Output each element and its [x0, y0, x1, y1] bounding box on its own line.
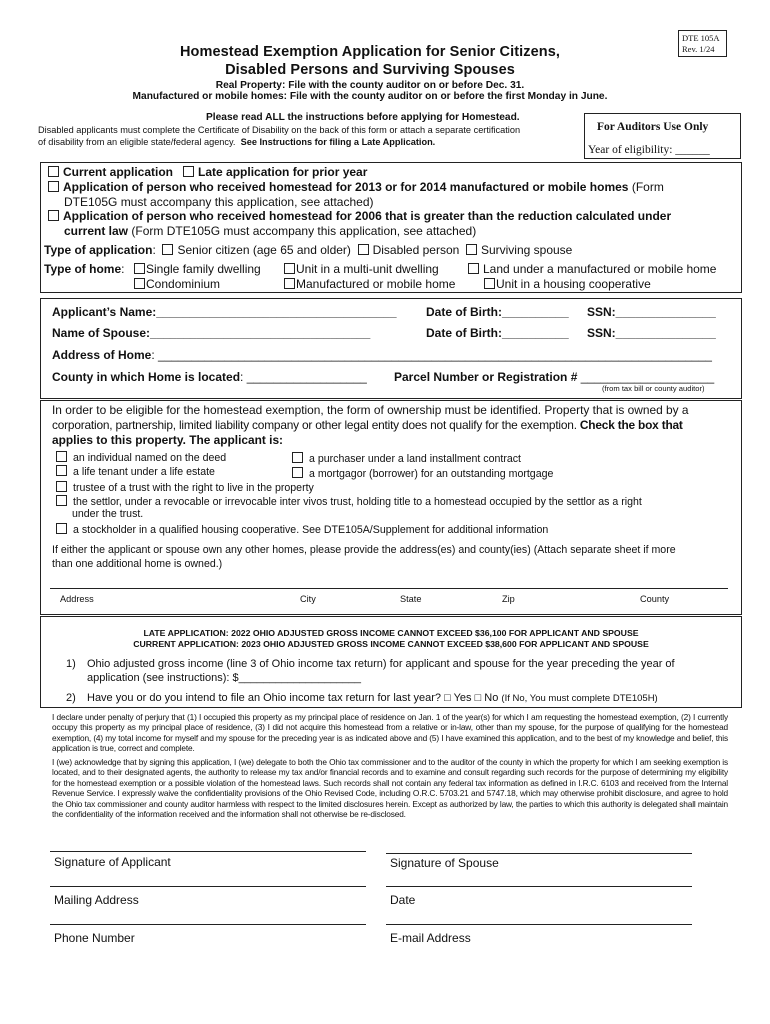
parcel-label: Parcel Number or Registration #: [394, 370, 578, 384]
multi-unit-checkbox[interactable]: [284, 263, 295, 274]
q1-text-line1: Ohio adjusted gross income (line 3 of Ohio income tax return) for applicant and spouse for the year preceding the year of: [87, 658, 675, 670]
late-application-income-limit: LATE APPLICATION: 2022 OHIO ADJUSTED GROSS INCOME CANNOT EXCEED $36,100 FOR APPLICANT AND SPOUSE: [143, 628, 639, 638]
ownership-intro-line2: [52, 418, 683, 432]
housing-coop-label: Unit in a housing cooperative: [496, 277, 651, 291]
app-2006-checkbox[interactable]: [48, 210, 59, 221]
page-title-line2: Disabled Persons and Surviving Spouses: [225, 62, 515, 78]
surviving-spouse-checkbox[interactable]: [466, 244, 477, 255]
q1-income-field[interactable]: application (see instructions): $____________________: [87, 672, 361, 684]
home-condo-option: [134, 277, 220, 291]
disabled-person-label: Disabled person: [372, 243, 460, 257]
app-2006-row: [48, 209, 671, 223]
county-row[interactable]: [52, 370, 367, 384]
date-line[interactable]: [386, 886, 692, 887]
mortgagor-checkbox[interactable]: [292, 467, 303, 478]
home-manufactured-option: [284, 277, 455, 291]
manufactured-home-label: Manufactured or mobile home: [296, 277, 456, 291]
settlor-checkbox[interactable]: [56, 495, 67, 506]
current-application-checkbox[interactable]: [48, 166, 59, 177]
col-state: State: [400, 594, 422, 604]
spouse-name-field[interactable]: Name of Spouse:_________________________________: [52, 326, 371, 340]
page-title-line1: Homestead Exemption Application for Senior Citizens,: [179, 44, 561, 60]
col-zip: Zip: [502, 594, 515, 604]
late-application-note: See Instructions for filing a Late Application.: [240, 137, 436, 147]
q2-row[interactable]: [87, 692, 658, 704]
filing-deadline-real: Real Property: File with the county auditor on or before Dec. 31.: [215, 80, 525, 91]
check-box-instruction: Check the box that: [579, 418, 683, 432]
spouse-signature-line[interactable]: [386, 853, 692, 854]
condominium-checkbox[interactable]: [134, 278, 145, 289]
filing-deadline-mobile: Manufactured or mobile homes: File with the county auditor on or before the first Monday in June.: [132, 91, 608, 102]
other-homes-line1: If either the applicant or spouse own any other homes, please provide the address(es) and county(ies) (Attach separate sheet if more: [52, 544, 676, 556]
auditor-box-title: For Auditors Use Only: [597, 121, 709, 133]
late-application-checkbox[interactable]: [183, 166, 194, 177]
form-id: DTE 105A: [682, 33, 720, 43]
disabled-note-line1: Disabled applicants must complete the Certificate of Disability on the back of this form or attach a separate certification: [38, 125, 521, 135]
ownership-intro-line2-text: corporation, partnership, limited liability company or other legal entity does not qualify for the exemption.: [52, 418, 577, 432]
other-homes-line2: than one additional home is owned.): [52, 558, 223, 570]
multi-unit-label: Unit in a multi-unit dwelling: [296, 262, 439, 276]
other-home-address-line[interactable]: [50, 588, 728, 589]
surviving-spouse-label: Surviving spouse: [480, 243, 573, 257]
stockholder-checkbox[interactable]: [56, 523, 67, 534]
housing-coop-checkbox[interactable]: [484, 278, 495, 289]
disabled-note-line2: [38, 137, 435, 147]
land-mobile-checkbox[interactable]: [468, 263, 479, 274]
purchaser-checkbox[interactable]: [292, 452, 303, 463]
type-of-application-row: Type of application: Senior citizen (age 65 and older) Disabled person Surviving spouse: [44, 243, 573, 257]
address-of-home-line: : ___________________________________________________________________________________: [151, 348, 712, 362]
parcel-row[interactable]: [394, 370, 714, 384]
type-of-home-label: Type of home: [44, 262, 122, 276]
home-multi-option: [284, 262, 439, 276]
parcel-line: ____________________: [577, 370, 715, 384]
app-2006-note: (Form DTE105G must accompany this application, see attached): [131, 224, 477, 238]
form-revision: Rev. 1/24: [682, 44, 715, 54]
home-coop-option: [484, 277, 651, 291]
county-label: County in which Home is located: [52, 370, 241, 384]
year-of-eligibility: Year of eligibility: ______: [588, 144, 710, 156]
land-mobile-label: Land under a manufactured or mobile home: [483, 262, 717, 276]
app-2013-row: [48, 180, 664, 194]
opt-purchaser: [292, 452, 521, 465]
home-single-option: [134, 262, 261, 276]
date-label: Date: [390, 893, 416, 907]
type-of-home-label-row: Type of home:: [44, 262, 125, 276]
app-2013-label: Application of person who received homestead for 2013 or for 2014 manufactured or mobile homes: [63, 180, 629, 194]
phone-label: Phone Number: [54, 931, 135, 945]
life-tenant-label: a life tenant under a life estate: [73, 466, 215, 478]
ssn-applicant-field[interactable]: SSN:_______________: [587, 305, 716, 319]
senior-citizen-checkbox[interactable]: [162, 244, 173, 255]
opt-settlor: [56, 495, 642, 508]
current-application-income-limit: CURRENT APPLICATION: 2023 OHIO ADJUSTED GROSS INCOME CANNOT EXCEED $38,600 FOR APPLICANT AND SPOUSE: [133, 639, 649, 649]
stockholder-label: a stockholder in a qualified housing cooperative. See DTE105A/Supplement for additional information: [73, 524, 549, 536]
dob-spouse-field[interactable]: Date of Birth:__________: [426, 326, 569, 340]
home-land-option: [468, 262, 716, 276]
ownership-intro-line1: In order to be eligible for the homestead exemption, the form of ownership must be identified. Property that is owned by a: [52, 403, 689, 417]
applicant-signature-label: Signature of Applicant: [54, 855, 171, 869]
county-line: : __________________: [240, 370, 367, 384]
applicant-name-field[interactable]: Applicant’s Name:____________________________________: [52, 305, 397, 319]
mailing-address-line[interactable]: [50, 886, 366, 887]
app-2013-checkbox[interactable]: [48, 181, 59, 192]
opt-life-tenant: [56, 465, 215, 478]
life-tenant-checkbox[interactable]: [56, 465, 67, 476]
parcel-note: (from tax bill or county auditor): [602, 384, 705, 393]
single-family-label: Single family dwelling: [146, 262, 261, 276]
col-address: Address: [60, 594, 94, 604]
opt-individual: [56, 451, 226, 464]
opt-mortgagor: [292, 467, 553, 480]
late-application-label: Late application for prior year: [198, 165, 368, 179]
authority-delegation: I (we) acknowledge that by signing this application, I (we) delegate to both the Ohio tax commissioner and to the auditor of the county in which the property for which I am seeking exemption is located, and to their designated agents, the authority to release my tax and/or financial records and to examine and consult regarding such records for the purpose of determining my eligibility for the homestead exemption or a possible violation of the homestead laws. Such records shall not contain any federal tax information as defined in I.R.C. 6103 and received from the Internal Revenue Service. I expressly waive the confidentiality provisions of the Ohio Revised Code, including O.R.C. 5703.21 and 5747.18, which may otherwise prohibit disclosure, and agree to hold the Ohio tax commissioner and county auditor harmless with respect to the limited disclosures herein. Except as authorized by law, the parties to which this authority is delegated shall maintain the confidentiality of the information received and the information shall not otherwise be re-disclosed.: [52, 757, 728, 820]
app-2006-label: Application of person who received homestead for 2006 that is greater than the reduction calculated under: [63, 209, 672, 223]
settlor-label-line2: under the trust.: [72, 508, 144, 520]
col-city: City: [300, 594, 316, 604]
individual-checkbox[interactable]: [56, 451, 67, 462]
app-2006-line2: [64, 224, 476, 238]
application-status-row: [48, 165, 367, 179]
col-county: County: [640, 594, 670, 604]
email-line[interactable]: [386, 924, 692, 925]
q1-number: 1): [66, 658, 76, 670]
address-of-home-row[interactable]: [52, 348, 712, 362]
email-label: E-mail Address: [390, 931, 471, 945]
type-of-application-label: Type of application: [44, 243, 153, 257]
q2-number: 2): [66, 692, 76, 704]
disabled-person-checkbox[interactable]: [358, 244, 369, 255]
mortgagor-label: a mortgagor (borrower) for an outstanding mortgage: [309, 468, 554, 480]
form-id-box: [678, 30, 727, 57]
current-law-label: current law: [64, 224, 129, 238]
mailing-address-label: Mailing Address: [54, 893, 139, 907]
address-of-home-label: Address of Home: [52, 348, 152, 362]
opt-trustee: [56, 481, 314, 494]
purchaser-label: a purchaser under a land installment contract: [309, 453, 521, 465]
trustee-checkbox[interactable]: [56, 481, 67, 492]
ownership-intro-line3: applies to this property. The applicant is:: [52, 433, 284, 447]
auditor-use-box: [584, 113, 741, 159]
phone-line[interactable]: [50, 924, 366, 925]
individual-label: an individual named on the deed: [73, 452, 227, 464]
disabled-note-line2-text: of disability from an eligible state/federal agency.: [38, 137, 236, 147]
condominium-label: Condominium: [146, 277, 221, 291]
q2-text: Have you or do you intend to file an Ohio income tax return for last year? □ Yes □ No: [87, 692, 499, 704]
applicant-signature-line[interactable]: [50, 851, 366, 852]
senior-citizen-label: Senior citizen (age 65 and older): [177, 243, 351, 257]
q2-note: (If No, You must complete DTE105H): [501, 693, 658, 704]
opt-stockholder: [56, 523, 548, 536]
dob-applicant-field[interactable]: Date of Birth:__________: [426, 305, 569, 319]
single-family-checkbox[interactable]: [134, 263, 145, 274]
spouse-signature-label: Signature of Spouse: [390, 856, 499, 870]
app-2013-note: DTE105G must accompany this application, see attached): [64, 195, 374, 209]
trustee-label: trustee of a trust with the right to live in the property: [73, 482, 314, 494]
read-instructions-note: Please read ALL the instructions before applying for Homestead.: [206, 112, 520, 123]
settlor-label: the settlor, under a revocable or irrevocable inter vivos trust, holding title to a homestead occupied by the settlor as a right: [73, 496, 642, 508]
app-2013-form-ref: (Form: [631, 180, 664, 194]
current-application-label: Current application: [63, 165, 174, 179]
perjury-declaration: I declare under penalty of perjury that (1) I occupied this property as my principal place of residence on Jan. 1 of the year(s) for which I am requesting the homestead exemption, (2) I currently occupy this property as my principal place of residence, (3) I did not acquire this homestead from a relative or in-law, other than my spouse, for the purpose of qualifying for the homestead exemption, (4) my total income for myself and my spouse for the preceding year is as indicated above and (5) I have examined this application, and to the best of my knowledge and belief, this application is true, correct and complete.: [52, 712, 728, 754]
manufactured-home-checkbox[interactable]: [284, 278, 295, 289]
ssn-spouse-field[interactable]: SSN:_______________: [587, 326, 716, 340]
